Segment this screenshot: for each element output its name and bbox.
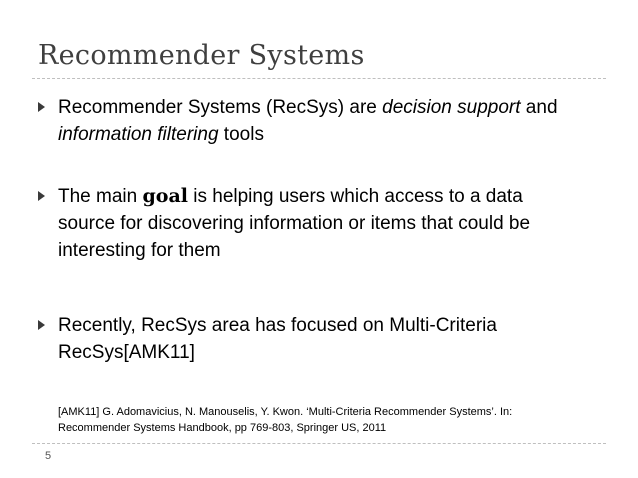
slide-title: Recommender Systems (38, 40, 365, 71)
bullet-text (58, 183, 603, 264)
bullet-run: RecSys[AMK11] (58, 342, 195, 363)
page-number: 5 (45, 450, 52, 462)
reference-line-1: [AMK11] G. Adomavicius, N. Manouselis, Y. Kwon. ‘Multi-Criteria Recommender Systems’. In: (58, 406, 513, 418)
title-divider (32, 78, 606, 79)
bullet-run: and (520, 97, 558, 118)
bullet-triangle-icon (38, 102, 45, 112)
bullet-line (58, 94, 603, 121)
bullet-line (58, 339, 603, 366)
bullet-run: decision support (382, 97, 521, 118)
reference-citation (58, 404, 588, 436)
bullet-text (58, 312, 603, 366)
bullet-run: goal (142, 185, 188, 207)
bullet-run: information filtering (58, 124, 219, 145)
bullet-run: interesting for them (58, 240, 221, 261)
bullet-line (58, 210, 603, 237)
bullet-run: tools (218, 124, 264, 145)
bullet-run: The main (58, 186, 143, 207)
bullet-run: source for discovering information or items that could be (58, 213, 531, 234)
bullet-line (58, 312, 603, 339)
bullet-triangle-icon (38, 320, 45, 330)
reference-line-2: Recommender Systems Handbook, pp 769-803, Springer US, 2011 (58, 422, 387, 434)
footer-divider (32, 443, 606, 444)
bullet-triangle-icon (38, 191, 45, 201)
bullet-run: Recently, RecSys area has focused on Multi-Criteria (58, 315, 497, 336)
bullet-line (58, 121, 603, 148)
bullet-line (58, 183, 603, 210)
bullet-run: Recommender Systems (RecSys) are (58, 97, 383, 118)
bullet-run: is helping users which access to a data (187, 186, 523, 207)
bullet-line (58, 237, 603, 264)
bullet-text (58, 94, 603, 148)
